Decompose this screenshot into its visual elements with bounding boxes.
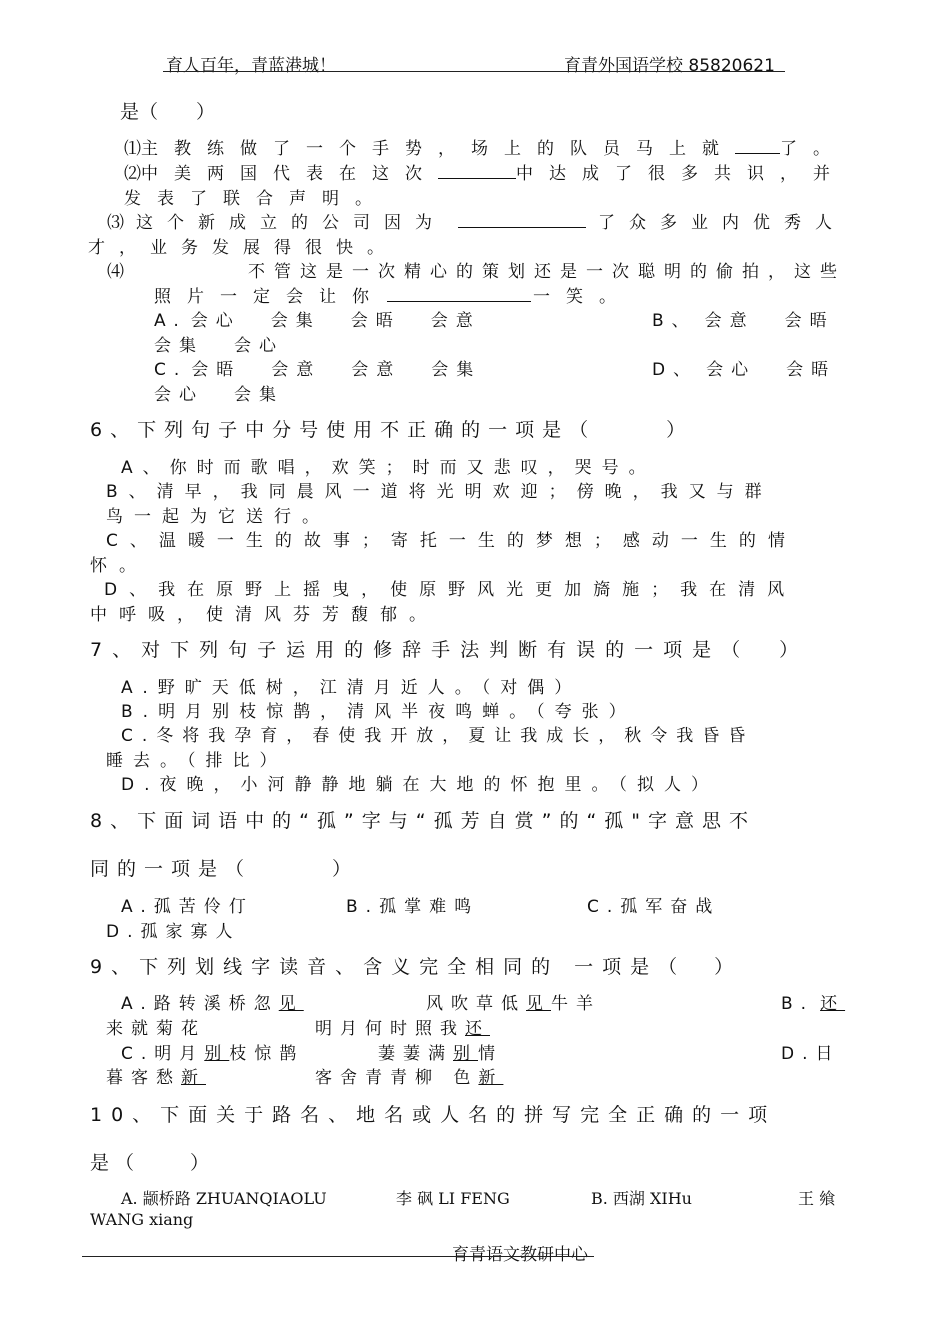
q5-s1 [124,134,846,159]
q9-d2-text: 客舍青青柳 色 [315,1068,479,1088]
q9-a2-underlined: 见 [526,994,551,1014]
q7-option-c-text: C.冬将我孕育，春使我开放，夏让我成长，秋令我昏昏 [121,726,755,746]
q5-option-d-cont [154,380,284,405]
option-word: 会集 [234,385,284,405]
header-motto: 育人百年，青蓝港城！ [166,56,336,76]
q6-option-d-text: D、我在原野上摇曳，使原野风光更加旖施；我在清风 [104,580,797,600]
q5-option-a[interactable] [154,306,481,331]
q5-s2-blank [438,177,516,179]
q10-option-b-2: 王 飨 [798,1189,836,1208]
q5-s4-line2a: 照片一定会让你 [154,287,385,307]
q7-option-d[interactable]: D.夜晚，小河静静地躺在大地的怀抱里。（拟人） [121,775,718,795]
q5-s3-num: ⑶ [107,213,124,233]
q9-c2-underlined: 别 [453,1044,478,1064]
header-rule [163,71,785,72]
q9-option-d-2 [315,1063,503,1088]
q5-s2-end: 中达成了很多共识，并 [516,164,846,184]
option-word: 会晤 [786,360,837,380]
option-word: 会意 [430,311,481,331]
q10-option-b[interactable]: B. 西湖 XIHu [591,1189,692,1208]
q9-option-d[interactable]: D.日 [781,1044,841,1064]
option-label: B、 [652,311,697,331]
q7-stem: 7、对下列句子运用的修辞手法判断有误的一项是（ ） [90,639,809,661]
footer-rule [82,1256,594,1257]
q6-stem-text: 6、下列句子中分号使用不正确的一项是（ [90,419,597,441]
option-word: 会集 [154,336,204,356]
option-word: 会心 [706,360,757,380]
q8-option-c[interactable]: C.孤军奋战 [587,897,721,917]
q10-option-a-2: 李 砜 LI FENG [396,1189,510,1208]
q9-option-b-2 [315,1014,490,1039]
q5-s4-text: 不管这是一次精心的策划还是一次聪明的偷拍，这些 [248,262,846,282]
q6-stem-close: ） [666,419,694,441]
q5-s2-text: 中美两国代表在这次 [141,164,438,184]
q5-s1-text: 主教练做了一个手势，场上的队员马上就 [141,139,735,159]
q9-b-underlined: 还 [820,994,846,1014]
q10-option-b-cont: WANG xiang [90,1210,194,1229]
q5-s1-blank [735,152,780,154]
q10-option-a[interactable] [121,1186,327,1209]
option-label: C. [154,360,188,380]
q10-stem [90,1100,848,1127]
q6-option-b-text: B、清早，我同晨风一道将光明欢迎；傍晚，我又与群 [106,482,773,502]
q9-a2-text: 风吹草低 [426,994,526,1014]
option-word: 会晤 [191,360,242,380]
q9-d2-underlined: 新 [478,1068,504,1088]
q9-d-text: 暮客愁 [106,1068,181,1088]
option-word: 会晤 [784,311,835,331]
footer-title: 育青语文教研中心 [452,1245,588,1265]
q10-a-text: A. 颛桥路 ZHUANQIAOLU [121,1189,327,1208]
q9-b2-text: 明月何时照我 [315,1019,465,1039]
q9-c-post: 枝惊鹊 [229,1044,305,1064]
option-word: 会意 [351,360,402,380]
q9-option-b-cont: 来就菊花 [106,1019,206,1039]
q7-option-a[interactable]: A.野旷天低树，江清月近人。（对偶） [121,678,582,698]
q5-s2-num: ⑵ [124,164,141,184]
q5-tail: 是（ ） [120,101,216,123]
q9-b2-underlined: 还 [465,1019,490,1039]
q7-option-c-cont: 睡去。（排比） [106,751,287,771]
option-word: 会晤 [350,311,401,331]
q5-s3 [107,208,846,233]
option-word: 会意 [704,311,755,331]
q5-s4-num: ⑷ [107,262,124,282]
q6-option-d[interactable] [104,575,846,600]
q9-stem: 9、下列划线字读音、含义完全相同的 一项是（ ） [90,956,743,978]
q5-s3-end: 了众多业内优秀人 [598,213,846,233]
q9-option-c-2 [378,1039,503,1064]
q9-option-c[interactable] [121,1039,304,1064]
q9-b-label: B. [781,994,815,1014]
q5-s3-line2: 才，业务发展得很快。 [88,238,398,258]
q9-option-a-2 [426,989,601,1014]
q9-a-underlined: 见 [278,994,304,1014]
q8-stem2-text: 同的一项是（ [90,858,253,880]
q10-stem-text: 10、下面关于路名、地名或人名的拼写完全正确的一项 [90,1104,777,1126]
q9-option-b[interactable] [781,989,845,1014]
q5-s3-blank [458,226,586,228]
q9-option-a[interactable] [121,989,304,1014]
q6-option-c-text: C、温暖一生的故事；寄托一生的梦想；感动一生的情 [106,531,797,551]
q5-s1-end: 了。 [780,139,846,159]
q5-s4-blank [387,300,531,302]
q5-s4-line2 [154,282,632,307]
q8-option-d[interactable]: D.孤家寡人 [106,922,241,942]
q6-option-a[interactable]: A、你时而歌唱，欢笑；时而又悲叹，哭号。 [121,458,656,478]
q5-s2-line2: 发表了联合声明。 [124,189,388,209]
q5-option-b-cont [154,331,284,356]
q9-d-underlined: 新 [181,1068,206,1088]
q9-a-text: A.路转溪桥忽 [121,994,279,1014]
q5-s4 [107,257,846,282]
q7-option-b[interactable]: B.明月别枝惊鹊，清风半夜鸣蝉。（夸张） [121,702,636,722]
q8-stem: 8、下面词语中的“孤”字与“孤芳自赏”的“孤"字意思不 [90,810,757,832]
q5-s3-text: 这个新成立的公司因为 [136,213,446,233]
q6-option-c-cont: 怀。 [90,556,148,576]
q8-stem-line2 [90,854,359,881]
option-word: 会集 [270,311,321,331]
q7-option-c[interactable] [121,721,846,746]
option-word: 会心 [234,336,284,356]
q9-c2-text: 萋萋满 [378,1044,453,1064]
option-word: 会意 [271,360,322,380]
option-label: D、 [652,360,699,380]
q9-option-d-cont [106,1063,206,1088]
q6-option-b-cont: 鸟一起为它送行。 [106,507,330,527]
q6-stem [90,415,693,442]
q10-stem-line2: 是（ ） [90,1152,216,1174]
q6-option-d-cont: 中呼吸，使清风芬芳馥郁。 [90,605,438,625]
option-word: 会心 [190,311,241,331]
q6-option-b[interactable] [106,477,846,502]
q6-option-c[interactable] [106,526,846,551]
q9-c2-post: 情 [478,1044,503,1064]
q5-option-b[interactable] [652,306,835,331]
q5-s1-num: ⑴ [124,139,141,159]
q8-option-b[interactable]: B.孤掌难鸣 [346,897,480,917]
q8-stem2-close: ） [332,858,360,880]
q5-s2 [124,159,846,184]
q9-a2-post: 牛羊 [551,994,601,1014]
option-word: 会心 [154,385,204,405]
q9-c-text: C.明月 [121,1044,205,1064]
option-label: A. [154,311,187,331]
q5-option-c[interactable] [154,355,481,380]
q8-option-a[interactable]: A.孤苦伶仃 [121,897,254,917]
q5-option-d[interactable] [652,355,836,380]
header-school: 育青外国语学校 85820621 [564,56,775,76]
q5-s4-line2b: 一笑。 [533,287,632,307]
option-word: 会集 [431,360,482,380]
q9-c-underlined: 别 [204,1044,230,1064]
